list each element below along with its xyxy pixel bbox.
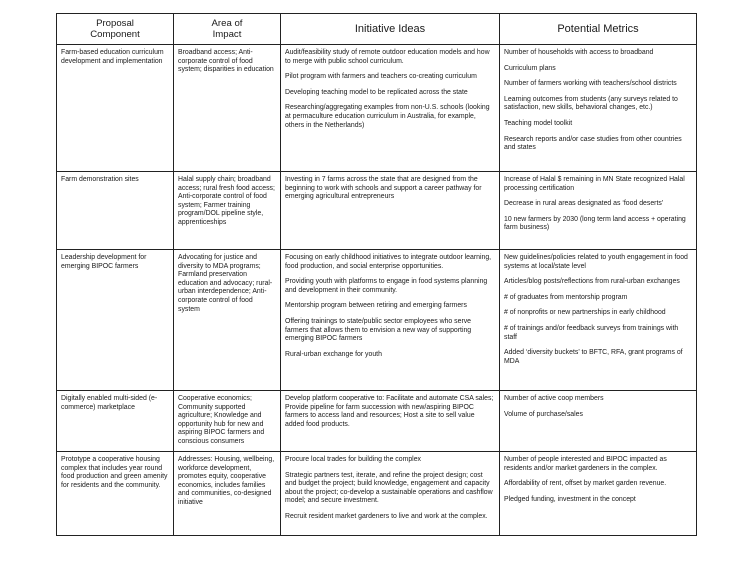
metric-item: Learning outcomes from students (any surveys related to satisfaction, new skills, behavioral changes, etc.) <box>504 95 678 112</box>
metric-item: Number of people interested and BIPOC impacted as residents and/or market gardeners in the complex. <box>504 456 667 472</box>
header-row <box>57 14 697 45</box>
idea-item: Rural-urban exchange for youth <box>285 350 382 358</box>
metric-item: 10 new farmers by 2030 (long term land access + operating farm business) <box>504 215 686 232</box>
ideas-cell <box>281 452 500 536</box>
metric-item: Volume of purchase/sales <box>504 410 583 418</box>
idea-item: Procure local trades for building the complex <box>285 456 421 463</box>
component-cell: Digitally enabled multi-sided (e-commerce) marketplace <box>57 391 174 452</box>
idea-item: Developing teaching model to be replicated across the state <box>285 88 468 96</box>
metrics-cell <box>500 172 697 250</box>
table-row <box>57 250 697 391</box>
idea-item: Develop platform cooperative to: Facilitate and automate CSA sales; Provide pipeline for farm succession with new/aspiring BIPOC farmers to access land and resources; Host a site to sell value added food products. <box>285 395 494 428</box>
metric-item: Curriculum plans <box>504 64 556 72</box>
metric-item: # of nonprofits or new partnerships in early childhood <box>504 309 666 317</box>
metrics-cell <box>500 452 697 536</box>
impact-cell: Broadband access; Anti-corporate control of food system; disparities in education <box>174 45 281 172</box>
metric-item: # of graduates from mentorship program <box>504 293 628 301</box>
impact-cell: Cooperative economics; Community supported agriculture; Knowledge and opportunity hub for new and aspiring BIPOC farmers and conscious consumers <box>174 391 281 452</box>
metrics-cell <box>500 391 697 452</box>
idea-item: Offering trainings to state/public sector employees who serve farmers that allows them to envision a new way of supporting emerging BIPOC farmers <box>285 317 472 343</box>
idea-item: Pilot program with farmers and teachers co-creating curriculum <box>285 73 477 81</box>
metric-item: Teaching model toolkit <box>504 119 573 127</box>
metric-item: New guidelines/policies related to youth engagement in food systems at local/state level <box>504 254 688 270</box>
metric-item: Research reports and/or case studies from other countries and states <box>504 135 682 152</box>
component-cell: Farm demonstration sites <box>57 172 174 250</box>
header-potential-metrics: Potential Metrics <box>500 14 697 45</box>
ideas-cell <box>281 250 500 391</box>
initiatives-table <box>56 13 697 536</box>
component-cell: Leadership development for emerging BIPOC farmers <box>57 250 174 391</box>
header-area-of-impact: Area of Impact <box>174 14 281 45</box>
idea-item: Researching/aggregating examples from non-U.S. schools (looking at permaculture education curriculum in Australia, for example, others in the Netherlands) <box>285 104 490 129</box>
table-row <box>57 172 697 250</box>
idea-item: Audit/feasibility study of remote outdoor education models and how to merge with public school curriculum. <box>285 49 490 65</box>
component-cell: Prototype a cooperative housing complex that includes year round food production and green amenity for residents and the community. <box>57 452 174 536</box>
idea-item: Mentorship program between retiring and emerging farmers <box>285 302 467 310</box>
idea-item: Strategic partners test, iterate, and refine the project design; cost and budget the project; build knowledge, engagement and capacity about the project; co-develop a sustainable operations and cashflow model; and secure investment. <box>285 471 493 505</box>
idea-item: Focusing on early childhood initiatives to integrate outdoor learning, food production, and social enterprise opportunities. <box>285 254 492 270</box>
ideas-cell <box>281 391 500 452</box>
table-row <box>57 452 697 536</box>
ideas-cell <box>281 172 500 250</box>
idea-item: Investing in 7 farms across the state that are designed from the beginning to work with schools and support a career pathway for emerging agricultural entrepreneurs <box>285 176 482 201</box>
metric-item: Decrease in rural areas designated as ‘food deserts’ <box>504 200 664 208</box>
metric-item: Increase of Halal $ remaining in MN State recognized Halal processing certification <box>504 176 685 192</box>
metric-item: Number of households with access to broadband <box>504 49 654 56</box>
metric-item: # of trainings and/or feedback surveys from trainings with staff <box>504 324 679 341</box>
metric-item: Affordability of rent, offset by market garden revenue. <box>504 480 667 488</box>
table-row <box>57 391 697 452</box>
idea-item: Recruit resident market gardeners to live and work at the complex. <box>285 512 488 520</box>
metrics-cell <box>500 250 697 391</box>
impact-cell: Advocating for justice and diversity to MDA programs; Farmland preservation education and advocacy; rural-urban interdependence; Anti-corporate control of food system <box>174 250 281 391</box>
component-cell: Farm-based education curriculum development and implementation <box>57 45 174 172</box>
metric-item: Number of farmers working with teachers/school districts <box>504 80 677 88</box>
idea-item: Providing youth with platforms to engage in food systems planning and development in their community. <box>285 278 488 294</box>
table-row <box>57 45 697 172</box>
header-initiative-ideas: Initiative Ideas <box>281 14 500 45</box>
header-proposal-component: Proposal Component <box>57 14 174 45</box>
impact-cell: Halal supply chain; broadband access; rural fresh food access; Anti-corporate control of food system; Farmer training program/DOL pipeline style, apprenticeships <box>174 172 281 250</box>
metric-item: Articles/blog posts/reflections from rural-urban exchanges <box>504 278 680 286</box>
metric-item: Number of active coop members <box>504 395 604 402</box>
metric-item: Pledged funding, investment in the concept <box>504 495 636 503</box>
ideas-cell <box>281 45 500 172</box>
impact-cell: Addresses: Housing, wellbeing, workforce development, promotes equity, cooperative economics, includes families and communities, co-designed initiative <box>174 452 281 536</box>
metric-item: Added ‘diversity buckets’ to BFTC, RFA, grant programs of MDA <box>504 349 683 365</box>
metrics-cell <box>500 45 697 172</box>
